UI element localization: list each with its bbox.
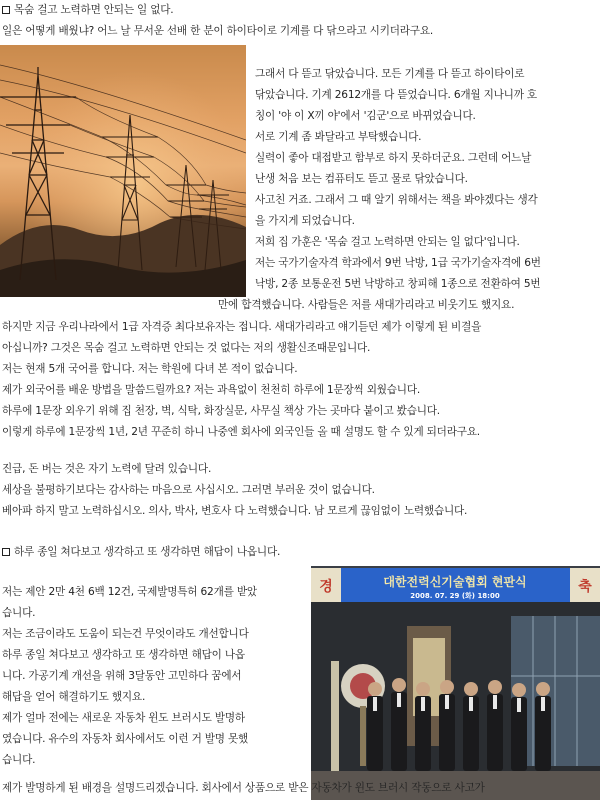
body-line: 세상을 불평하기보다는 감사하는 마음으로 사십시오. 그러면 부러운 것이 없습니다. bbox=[2, 484, 375, 496]
wrap-line: 난생 처음 보는 컴퓨터도 뜯고 물로 닦았습니다. bbox=[255, 173, 468, 185]
ceremony-illustration bbox=[311, 566, 600, 800]
body-line: 베아파 하지 말고 노력하십시오. 의사, 박사, 변호사 다 노력했습니다. 남 모르게 끊임없이 노력했습니다. bbox=[2, 505, 468, 517]
body-line: 진급, 돈 버는 것은 자기 노력에 달려 있습니다. bbox=[2, 463, 212, 475]
banner-date: 2008. 07. 29 (화) 18:00 bbox=[410, 592, 500, 600]
wrap-line: 칭이 '야 이 X끼 야'에서 '김군'으로 바뀌었습니다. bbox=[255, 110, 476, 122]
ceremony-photo bbox=[311, 566, 600, 800]
banner-left-char: 경 bbox=[319, 579, 333, 595]
wrap-line: 낙방, 2종 보통운전 5번 낙방하고 창피해 1종으로 전환하여 5번 bbox=[255, 278, 541, 290]
banner-title: 대한전력신기술협회 현판식 bbox=[383, 575, 527, 589]
left-line: 저는 제안 2만 4천 6백 12건, 국제발명특허 62개를 받았 bbox=[2, 586, 257, 598]
section-heading-2 bbox=[2, 545, 280, 559]
body-line: 저는 현재 5개 국어를 합니다. 저는 학원에 다녀 본 적이 없습니다. bbox=[2, 363, 298, 375]
body-line: 제가 외국어를 배운 방법을 말씀드릴까요? 저는 과욕없이 천천히 하루에 1문장씩 외웠습니다. bbox=[2, 384, 421, 396]
section-heading-1 bbox=[2, 3, 173, 17]
wrap-line: 만에 합격했습니다. 사람들은 저를 새대가리라고 비웃기도 했지요. bbox=[218, 299, 515, 311]
wrap-line: 을 가지게 되었습니다. bbox=[255, 215, 355, 227]
left-line: 였습니다. 유수의 자동차 회사에서도 이런 거 발명 못했 bbox=[2, 733, 249, 745]
wrap-line: 실력이 좋아 대접받고 함부로 하지 못하더군요. 그런데 어느날 bbox=[255, 152, 532, 164]
square-bullet-icon bbox=[2, 6, 10, 14]
left-line: 해답을 얻어 해결하기도 했지요. bbox=[2, 691, 146, 703]
power-towers-illustration bbox=[0, 45, 246, 297]
left-line: 니다. 가공기계 개선을 위해 3달동안 고민하다 꿈에서 bbox=[2, 670, 242, 682]
square-bullet-icon bbox=[2, 548, 10, 556]
wrap-line: 저는 국가기술자격 학과에서 9번 낙방, 1급 국가기술자격에 6번 bbox=[255, 257, 541, 269]
left-line: 제가 얼마 전에는 새로운 자동차 윈도 브러시도 발명하 bbox=[2, 712, 245, 724]
wrap-line: 서로 기계 좀 봐달라고 부탁했습니다. bbox=[255, 131, 422, 143]
body-line-last: 제가 발명하게 된 배경을 설명드리겠습니다. 회사에서 상품으로 받은 자동차가 윈도 브러시 작동으로 사고가 bbox=[2, 782, 485, 794]
body-line: 아십니까? 그것은 목숨 걸고 노력하면 안되는 것 없다는 저의 생활신조때문입니다. bbox=[2, 342, 371, 354]
banner-right-char: 축 bbox=[578, 579, 592, 595]
left-line: 저는 조금이라도 도움이 되는건 무엇이라도 개선합니다 bbox=[2, 628, 249, 640]
wrap-line: 닦았습니다. 기계 2612개를 다 뜯었습니다. 6개월 지나니까 호 bbox=[255, 89, 537, 101]
wrap-line: 사고친 거죠. 그래서 그 때 알기 위해서는 책을 봐야겠다는 생각 bbox=[255, 194, 538, 206]
body-line: 하지만 지금 우리나라에서 1급 자격증 최다보유자는 접니다. 새대가리라고 얘기듣던 제가 이렇게 된 비결을 bbox=[2, 321, 482, 333]
wrap-line: 저희 집 가훈은 '목숨 걸고 노력하면 안되는 일 없다'입니다. bbox=[255, 236, 520, 248]
wrap-line: 그래서 다 뜯고 닦았습니다. 모든 기계를 다 뜯고 하이타이로 bbox=[255, 68, 525, 80]
heading-2-text: 하루 종일 쳐다보고 생각하고 또 생각하면 해답이 나옵니다. bbox=[14, 546, 281, 558]
heading-1-text: 목숨 걸고 노력하면 안되는 일 없다. bbox=[14, 4, 174, 16]
power-towers-photo bbox=[0, 45, 246, 297]
left-line: 습니다. bbox=[2, 607, 36, 619]
intro-paragraph: 일은 어떻게 배웠냐? 어느 날 무서운 선배 한 분이 하이타이로 기계를 다 닦으라고 시키더라구요. bbox=[2, 25, 434, 37]
body-line: 하루에 1문장 외우기 위해 집 천장, 벽, 식탁, 화장실문, 사무실 책상 가는 곳마다 붙이고 봤습니다. bbox=[2, 405, 440, 417]
left-line: 하루 종일 쳐다보고 생각하고 또 생각하면 해답이 나옵 bbox=[2, 649, 245, 661]
body-line: 이렇게 하루에 1문장씩 1년, 2년 꾸준히 하니 나중엔 회사에 외국인들 올 때 설명도 할 수 있게 되더라구요. bbox=[2, 426, 480, 438]
left-line: 습니다. bbox=[2, 754, 36, 766]
